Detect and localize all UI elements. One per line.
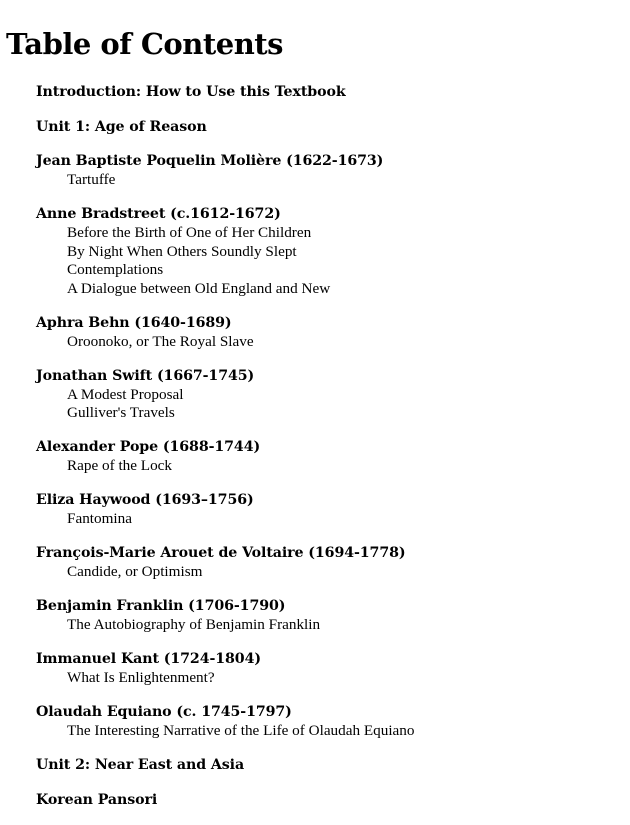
toc-entry-heading: Korean Pansori (36, 791, 158, 808)
toc-entry (36, 491, 626, 529)
toc-work-title: Oroonoko, or The Royal Slave (67, 332, 254, 350)
toc-entry (36, 544, 626, 582)
toc-entry (36, 650, 626, 688)
toc-work-title: The Interesting Narrative of the Life of Olaudah Equiano (67, 722, 415, 739)
toc-entry-heading: François-Marie Arouet de Voltaire (1694-1778) (36, 545, 406, 561)
page-title: Table of Contents (6, 27, 284, 61)
toc-entry-heading: Jonathan Swift (1667-1745) (36, 367, 255, 384)
toc-work-title: Candide, or Optimism (67, 563, 203, 580)
toc-entry-heading: Anne Bradstreet (c.1612-1672) (36, 206, 281, 222)
toc-work-title: A Dialogue between Old England and New (67, 279, 331, 297)
toc-entry-heading: Aphra Behn (1640-1689) (36, 314, 232, 331)
toc-entry-heading: Unit 1: Age of Reason (36, 118, 207, 135)
toc-work-title: By Night When Others Soundly Slept (67, 242, 297, 260)
toc-entry-heading: Eliza Haywood (1693–1756) (36, 492, 254, 508)
toc-work-title: Gulliver's Travels (67, 404, 175, 421)
toc-entry (36, 791, 626, 810)
toc-entry (36, 205, 626, 298)
toc-work-title: Tartuffe (67, 171, 116, 188)
toc-entry (36, 756, 626, 775)
toc-entry (36, 118, 626, 137)
toc-entry (36, 152, 626, 190)
toc-work-title: Rape of the Lock (67, 457, 173, 474)
toc-entry (36, 314, 626, 352)
toc-entry-heading: Benjamin Franklin (1706-1790) (36, 598, 286, 614)
toc-entry-heading: Jean Baptiste Poquelin Molière (1622-1673) (36, 153, 384, 169)
toc-entry (36, 703, 626, 741)
toc-entry-heading: Alexander Pope (1688-1744) (36, 439, 261, 455)
table-of-contents (36, 83, 626, 825)
toc-entry (36, 438, 626, 476)
toc-work-title: Before the Birth of One of Her Children (67, 224, 312, 241)
toc-entry-heading: Unit 2: Near East and Asia (36, 757, 245, 773)
toc-work-title: The Autobiography of Benjamin Franklin (67, 616, 321, 633)
toc-entry-heading: Immanuel Kant (1724-1804) (36, 651, 261, 667)
toc-entry-heading: Introduction: How to Use this Textbook (36, 84, 346, 100)
toc-entry-heading: Olaudah Equiano (c. 1745-1797) (36, 704, 292, 720)
toc-work-title: Contemplations (67, 261, 164, 278)
toc-entry (36, 597, 626, 635)
toc-work-title: A Modest Proposal (67, 385, 184, 403)
toc-work-title: What Is Enlightenment? (67, 669, 215, 686)
toc-work-title: Fantomina (67, 510, 132, 527)
toc-entry (36, 367, 626, 423)
toc-entry (36, 83, 626, 102)
